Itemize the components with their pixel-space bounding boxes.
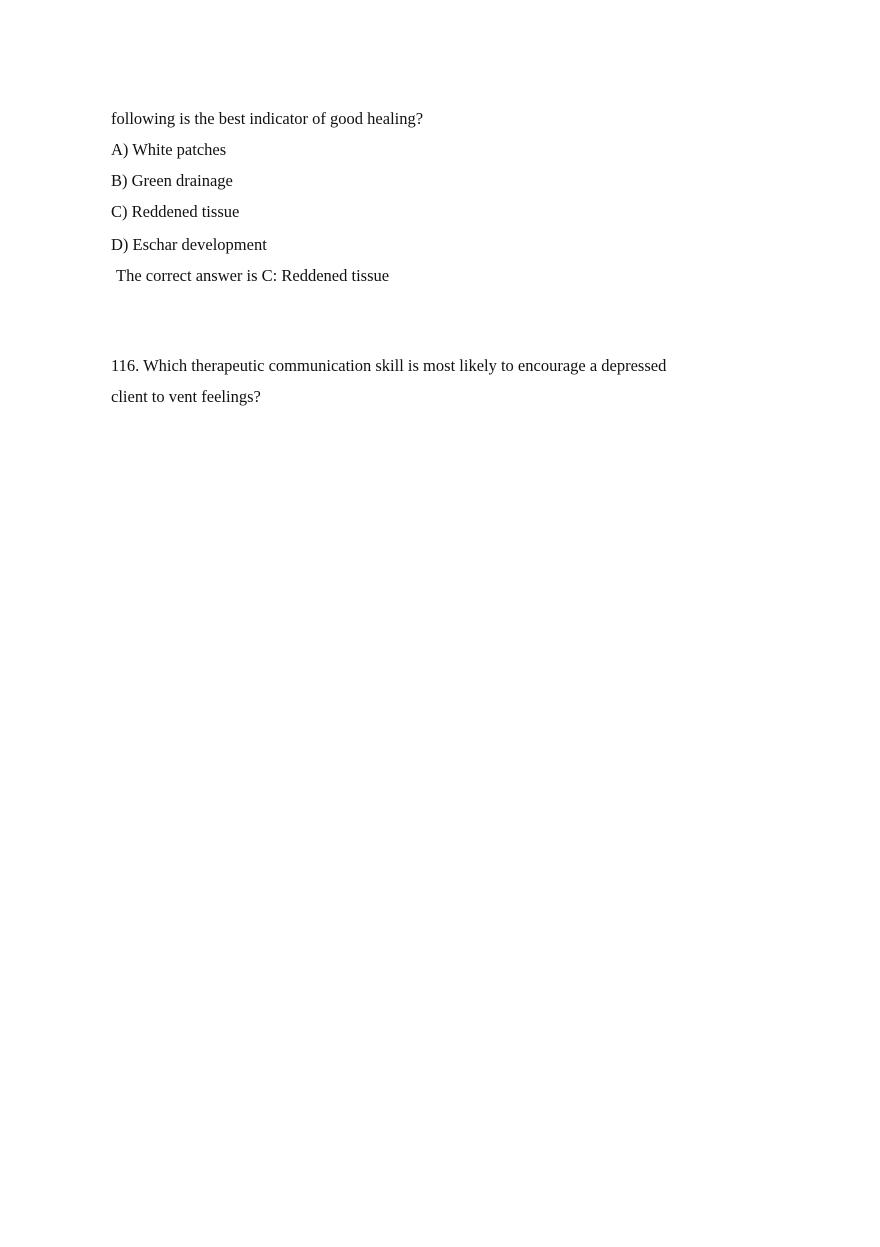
question-116-line-2: client to vent feelings? [111, 387, 261, 406]
question-stem-continuation: following is the best indicator of good healing? [111, 109, 424, 128]
question-116-line-1: 116. Which therapeutic communication skill is most likely to encourage a depressed [111, 356, 667, 375]
option-c: C) Reddened tissue [111, 202, 240, 221]
correct-answer: The correct answer is C: Reddened tissue [116, 266, 390, 285]
option-d: D) Eschar development [111, 235, 267, 254]
option-a: A) White patches [111, 140, 227, 159]
option-b: B) Green drainage [111, 171, 233, 190]
